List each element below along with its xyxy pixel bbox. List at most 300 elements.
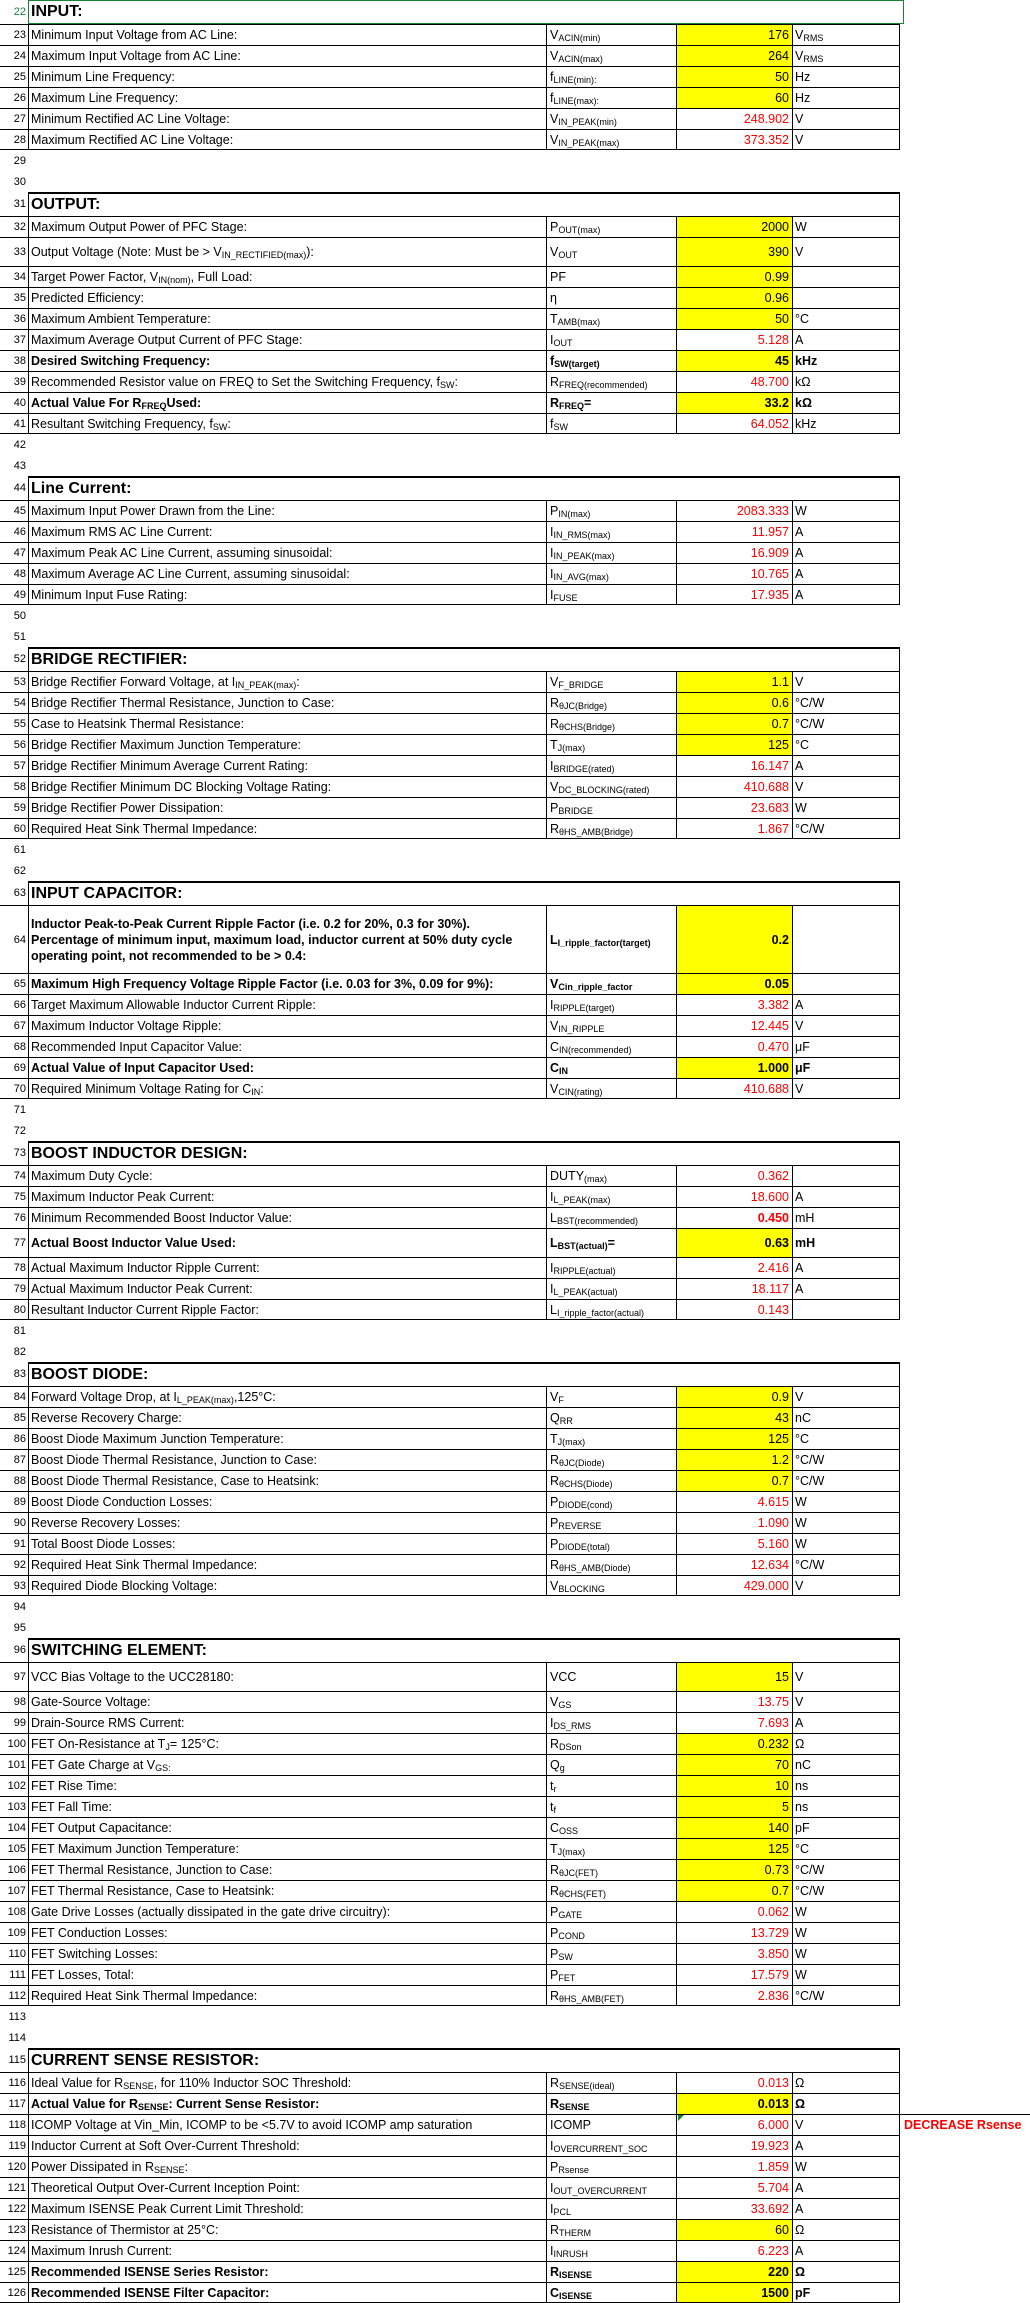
unit-cell[interactable]: [792, 372, 900, 392]
parameter-symbol[interactable]: [546, 522, 676, 542]
calculated-value-cell[interactable]: 248.902: [676, 109, 792, 129]
parameter-description[interactable]: [28, 1429, 546, 1449]
input-value-cell[interactable]: 0.05: [676, 974, 792, 994]
parameter-symbol[interactable]: [546, 564, 676, 584]
parameter-symbol[interactable]: [546, 414, 676, 433]
parameter-description[interactable]: [28, 238, 546, 266]
calculated-value-cell[interactable]: 6.000: [676, 2115, 792, 2135]
unit-cell[interactable]: [792, 1755, 900, 1775]
parameter-description[interactable]: [28, 1839, 546, 1859]
parameter-symbol[interactable]: [546, 1576, 676, 1595]
parameter-symbol[interactable]: [546, 1279, 676, 1299]
unit-cell[interactable]: [792, 288, 900, 308]
calculated-value-cell[interactable]: 1.867: [676, 819, 792, 838]
unit-cell[interactable]: [792, 130, 900, 149]
parameter-symbol[interactable]: [546, 1663, 676, 1691]
parameter-description[interactable]: [28, 714, 546, 734]
parameter-symbol[interactable]: [546, 1471, 676, 1491]
input-value-cell[interactable]: 33.2: [676, 393, 792, 413]
parameter-description[interactable]: [28, 1860, 546, 1880]
parameter-description[interactable]: [28, 2178, 546, 2198]
section-title[interactable]: Line Current:: [28, 476, 900, 500]
parameter-symbol[interactable]: [546, 1881, 676, 1901]
parameter-symbol[interactable]: [546, 372, 676, 392]
parameter-symbol[interactable]: [546, 1902, 676, 1922]
input-value-cell[interactable]: 0.99: [676, 267, 792, 287]
parameter-description[interactable]: [28, 2094, 546, 2114]
calculated-value-cell[interactable]: 5.160: [676, 1534, 792, 1554]
unit-cell[interactable]: [792, 1058, 900, 1078]
parameter-symbol[interactable]: [546, 1166, 676, 1186]
parameter-symbol[interactable]: [546, 1037, 676, 1057]
parameter-symbol[interactable]: [546, 906, 676, 973]
calculated-value-cell[interactable]: 0.450: [676, 1208, 792, 1228]
unit-cell[interactable]: [792, 2094, 900, 2114]
parameter-symbol[interactable]: [546, 543, 676, 563]
parameter-description[interactable]: [28, 1016, 546, 1036]
calculated-value-cell[interactable]: 2.416: [676, 1258, 792, 1278]
parameter-symbol[interactable]: [546, 1016, 676, 1036]
unit-cell[interactable]: [792, 1187, 900, 1207]
parameter-symbol[interactable]: [546, 1079, 676, 1098]
input-value-cell[interactable]: 15: [676, 1663, 792, 1691]
input-value-cell[interactable]: 0.013: [676, 2094, 792, 2114]
parameter-description[interactable]: [28, 974, 546, 994]
parameter-description[interactable]: [28, 1713, 546, 1733]
calculated-value-cell[interactable]: 16.147: [676, 756, 792, 776]
parameter-description[interactable]: [28, 1923, 546, 1943]
input-value-cell[interactable]: 125: [676, 735, 792, 755]
unit-cell[interactable]: [792, 777, 900, 797]
parameter-symbol[interactable]: [546, 1229, 676, 1257]
calculated-value-cell[interactable]: 17.579: [676, 1965, 792, 1985]
parameter-symbol[interactable]: [546, 819, 676, 838]
section-title[interactable]: SWITCHING ELEMENT:: [28, 1638, 900, 1662]
input-value-cell[interactable]: 1.2: [676, 1450, 792, 1470]
parameter-symbol[interactable]: [546, 109, 676, 129]
input-value-cell[interactable]: 45: [676, 351, 792, 371]
calculated-value-cell[interactable]: 13.729: [676, 1923, 792, 1943]
calculated-value-cell[interactable]: 16.909: [676, 543, 792, 563]
parameter-description[interactable]: [28, 1663, 546, 1691]
calculated-value-cell[interactable]: 18.600: [676, 1187, 792, 1207]
parameter-description[interactable]: [28, 1555, 546, 1575]
parameter-description[interactable]: [28, 288, 546, 308]
unit-cell[interactable]: [792, 1208, 900, 1228]
section-title[interactable]: BRIDGE RECTIFIER:: [28, 647, 900, 671]
unit-cell[interactable]: [792, 2157, 900, 2177]
input-value-cell[interactable]: 140: [676, 1818, 792, 1838]
parameter-symbol[interactable]: [546, 1818, 676, 1838]
unit-cell[interactable]: [792, 906, 900, 973]
unit-cell[interactable]: [792, 67, 900, 87]
unit-cell[interactable]: [792, 267, 900, 287]
input-value-cell[interactable]: 1.000: [676, 1058, 792, 1078]
parameter-description[interactable]: [28, 1576, 546, 1595]
parameter-symbol[interactable]: [546, 777, 676, 797]
parameter-symbol[interactable]: [546, 714, 676, 734]
parameter-description[interactable]: [28, 309, 546, 329]
calculated-value-cell[interactable]: 1.090: [676, 1513, 792, 1533]
calculated-value-cell[interactable]: 48.700: [676, 372, 792, 392]
unit-cell[interactable]: [792, 1016, 900, 1036]
unit-cell[interactable]: [792, 1692, 900, 1712]
input-value-cell[interactable]: 0.2: [676, 906, 792, 973]
parameter-description[interactable]: [28, 1058, 546, 1078]
parameter-symbol[interactable]: [546, 1839, 676, 1859]
unit-cell[interactable]: [792, 414, 900, 433]
unit-cell[interactable]: [792, 735, 900, 755]
parameter-symbol[interactable]: [546, 1965, 676, 1985]
parameter-symbol[interactable]: [546, 2157, 676, 2177]
parameter-description[interactable]: [28, 735, 546, 755]
parameter-description[interactable]: [28, 217, 546, 237]
parameter-description[interactable]: [28, 1229, 546, 1257]
calculated-value-cell[interactable]: 12.445: [676, 1016, 792, 1036]
parameter-symbol[interactable]: [546, 1187, 676, 1207]
parameter-symbol[interactable]: [546, 2220, 676, 2240]
calculated-value-cell[interactable]: 2.836: [676, 1986, 792, 2005]
parameter-description[interactable]: [28, 1387, 546, 1407]
calculated-value-cell[interactable]: 19.923: [676, 2136, 792, 2156]
parameter-description[interactable]: [28, 1881, 546, 1901]
parameter-symbol[interactable]: [546, 1208, 676, 1228]
unit-cell[interactable]: [792, 1881, 900, 1901]
parameter-symbol[interactable]: [546, 2073, 676, 2093]
unit-cell[interactable]: [792, 1408, 900, 1428]
unit-cell[interactable]: [792, 2283, 900, 2302]
parameter-description[interactable]: [28, 1944, 546, 1964]
unit-cell[interactable]: [792, 1450, 900, 1470]
unit-cell[interactable]: [792, 974, 900, 994]
parameter-description[interactable]: [28, 1079, 546, 1098]
parameter-symbol[interactable]: [546, 1734, 676, 1754]
unit-cell[interactable]: [792, 217, 900, 237]
unit-cell[interactable]: [792, 2262, 900, 2282]
parameter-description[interactable]: [28, 2262, 546, 2282]
parameter-description[interactable]: [28, 2283, 546, 2302]
parameter-description[interactable]: [28, 543, 546, 563]
calculated-value-cell[interactable]: 11.957: [676, 522, 792, 542]
input-value-cell[interactable]: 60: [676, 88, 792, 108]
parameter-description[interactable]: [28, 2220, 546, 2240]
parameter-symbol[interactable]: [546, 1776, 676, 1796]
calculated-value-cell[interactable]: 0.143: [676, 1300, 792, 1319]
input-value-cell[interactable]: 10: [676, 1776, 792, 1796]
input-value-cell[interactable]: 220: [676, 2262, 792, 2282]
unit-cell[interactable]: [792, 756, 900, 776]
unit-cell[interactable]: [792, 1471, 900, 1491]
unit-cell[interactable]: [792, 1923, 900, 1943]
calculated-value-cell[interactable]: 0.013: [676, 2073, 792, 2093]
parameter-description[interactable]: [28, 1279, 546, 1299]
parameter-symbol[interactable]: [546, 798, 676, 818]
input-value-cell[interactable]: 2000: [676, 217, 792, 237]
parameter-symbol[interactable]: [546, 1923, 676, 1943]
calculated-value-cell[interactable]: 410.688: [676, 777, 792, 797]
calculated-value-cell[interactable]: 429.000: [676, 1576, 792, 1595]
unit-cell[interactable]: [792, 798, 900, 818]
parameter-description[interactable]: [28, 2241, 546, 2261]
parameter-description[interactable]: [28, 2073, 546, 2093]
parameter-symbol[interactable]: [546, 585, 676, 604]
parameter-symbol[interactable]: [546, 2262, 676, 2282]
parameter-symbol[interactable]: [546, 217, 676, 237]
parameter-symbol[interactable]: [546, 288, 676, 308]
parameter-description[interactable]: [28, 501, 546, 521]
calculated-value-cell[interactable]: 33.692: [676, 2199, 792, 2219]
calculated-value-cell[interactable]: 0.470: [676, 1037, 792, 1057]
parameter-symbol[interactable]: [546, 88, 676, 108]
parameter-symbol[interactable]: [546, 1713, 676, 1733]
parameter-symbol[interactable]: [546, 1860, 676, 1880]
unit-cell[interactable]: [792, 1258, 900, 1278]
input-value-cell[interactable]: 125: [676, 1429, 792, 1449]
input-value-cell[interactable]: 60: [676, 2220, 792, 2240]
parameter-description[interactable]: [28, 1208, 546, 1228]
unit-cell[interactable]: [792, 2220, 900, 2240]
calculated-value-cell[interactable]: 0.362: [676, 1166, 792, 1186]
unit-cell[interactable]: [792, 1492, 900, 1512]
parameter-description[interactable]: [28, 1692, 546, 1712]
unit-cell[interactable]: [792, 2136, 900, 2156]
parameter-symbol[interactable]: [546, 1258, 676, 1278]
parameter-symbol[interactable]: [546, 693, 676, 713]
parameter-symbol[interactable]: [546, 2136, 676, 2156]
calculated-value-cell[interactable]: 64.052: [676, 414, 792, 433]
unit-cell[interactable]: [792, 238, 900, 266]
unit-cell[interactable]: [792, 1797, 900, 1817]
parameter-description[interactable]: [28, 46, 546, 66]
input-value-cell[interactable]: 50: [676, 67, 792, 87]
unit-cell[interactable]: [792, 819, 900, 838]
parameter-symbol[interactable]: [546, 1797, 676, 1817]
parameter-description[interactable]: [28, 2199, 546, 2219]
parameter-symbol[interactable]: [546, 1944, 676, 1964]
parameter-symbol[interactable]: [546, 2283, 676, 2302]
parameter-symbol[interactable]: [546, 1534, 676, 1554]
calculated-value-cell[interactable]: 3.850: [676, 1944, 792, 1964]
parameter-symbol[interactable]: [546, 2115, 676, 2135]
parameter-description[interactable]: [28, 1187, 546, 1207]
parameter-description[interactable]: [28, 1408, 546, 1428]
input-value-cell[interactable]: 0.6: [676, 693, 792, 713]
parameter-description[interactable]: [28, 995, 546, 1015]
unit-cell[interactable]: [792, 693, 900, 713]
unit-cell[interactable]: [792, 1776, 900, 1796]
parameter-symbol[interactable]: [546, 1387, 676, 1407]
parameter-description[interactable]: [28, 1818, 546, 1838]
input-value-cell[interactable]: 0.73: [676, 1860, 792, 1880]
calculated-value-cell[interactable]: 23.683: [676, 798, 792, 818]
unit-cell[interactable]: [792, 393, 900, 413]
unit-cell[interactable]: [792, 1079, 900, 1098]
unit-cell[interactable]: [792, 2178, 900, 2198]
calculated-value-cell[interactable]: 2083.333: [676, 501, 792, 521]
parameter-description[interactable]: [28, 756, 546, 776]
parameter-symbol[interactable]: [546, 501, 676, 521]
parameter-description[interactable]: [28, 564, 546, 584]
calculated-value-cell[interactable]: 410.688: [676, 1079, 792, 1098]
parameter-description[interactable]: [28, 819, 546, 838]
input-value-cell[interactable]: 70: [676, 1755, 792, 1775]
unit-cell[interactable]: [792, 1429, 900, 1449]
calculated-value-cell[interactable]: 5.704: [676, 2178, 792, 2198]
section-title[interactable]: BOOST INDUCTOR DESIGN:: [28, 1141, 900, 1165]
parameter-description[interactable]: [28, 1534, 546, 1554]
input-value-cell[interactable]: 0.232: [676, 1734, 792, 1754]
parameter-symbol[interactable]: [546, 1555, 676, 1575]
parameter-symbol[interactable]: [546, 1692, 676, 1712]
parameter-description[interactable]: [28, 393, 546, 413]
parameter-description[interactable]: [28, 777, 546, 797]
parameter-symbol[interactable]: [546, 735, 676, 755]
input-value-cell[interactable]: 5: [676, 1797, 792, 1817]
input-value-cell[interactable]: 0.9: [676, 1387, 792, 1407]
unit-cell[interactable]: [792, 25, 900, 45]
parameter-description[interactable]: [28, 1734, 546, 1754]
parameter-symbol[interactable]: [546, 1058, 676, 1078]
unit-cell[interactable]: [792, 1166, 900, 1186]
unit-cell[interactable]: [792, 1387, 900, 1407]
input-value-cell[interactable]: 176: [676, 25, 792, 45]
unit-cell[interactable]: [792, 2199, 900, 2219]
unit-cell[interactable]: [792, 309, 900, 329]
parameter-symbol[interactable]: [546, 995, 676, 1015]
parameter-symbol[interactable]: [546, 974, 676, 994]
calculated-value-cell[interactable]: 13.75: [676, 1692, 792, 1712]
parameter-description[interactable]: [28, 330, 546, 350]
parameter-description[interactable]: [28, 2157, 546, 2177]
unit-cell[interactable]: [792, 1300, 900, 1319]
parameter-symbol[interactable]: [546, 393, 676, 413]
calculated-value-cell[interactable]: 7.693: [676, 1713, 792, 1733]
unit-cell[interactable]: [792, 564, 900, 584]
unit-cell[interactable]: [792, 522, 900, 542]
parameter-description[interactable]: [28, 693, 546, 713]
parameter-symbol[interactable]: [546, 2199, 676, 2219]
unit-cell[interactable]: [792, 330, 900, 350]
calculated-value-cell[interactable]: 17.935: [676, 585, 792, 604]
parameter-description[interactable]: [28, 798, 546, 818]
input-value-cell[interactable]: 0.63: [676, 1229, 792, 1257]
parameter-description[interactable]: [28, 372, 546, 392]
parameter-symbol[interactable]: [546, 25, 676, 45]
input-value-cell[interactable]: 0.7: [676, 714, 792, 734]
parameter-description[interactable]: [28, 1965, 546, 1985]
parameter-symbol[interactable]: [546, 351, 676, 371]
unit-cell[interactable]: [792, 1713, 900, 1733]
unit-cell[interactable]: [792, 1986, 900, 2005]
input-value-cell[interactable]: 0.7: [676, 1881, 792, 1901]
unit-cell[interactable]: [792, 714, 900, 734]
parameter-description[interactable]: [28, 1258, 546, 1278]
parameter-description[interactable]: [28, 1300, 546, 1319]
parameter-description[interactable]: [28, 1471, 546, 1491]
parameter-description[interactable]: [28, 1797, 546, 1817]
parameter-symbol[interactable]: [546, 330, 676, 350]
unit-cell[interactable]: [792, 1965, 900, 1985]
parameter-description[interactable]: [28, 1450, 546, 1470]
input-value-cell[interactable]: 125: [676, 1839, 792, 1859]
calculated-value-cell[interactable]: 0.062: [676, 1902, 792, 1922]
parameter-description[interactable]: [28, 906, 546, 973]
unit-cell[interactable]: [792, 1902, 900, 1922]
parameter-symbol[interactable]: [546, 1450, 676, 1470]
unit-cell[interactable]: [792, 1663, 900, 1691]
parameter-description[interactable]: [28, 267, 546, 287]
unit-cell[interactable]: [792, 585, 900, 604]
input-value-cell[interactable]: 1500: [676, 2283, 792, 2302]
parameter-symbol[interactable]: [546, 1513, 676, 1533]
parameter-description[interactable]: [28, 1492, 546, 1512]
parameter-description[interactable]: [28, 1755, 546, 1775]
parameter-description[interactable]: [28, 672, 546, 692]
calculated-value-cell[interactable]: 3.382: [676, 995, 792, 1015]
parameter-description[interactable]: [28, 1986, 546, 2005]
input-value-cell[interactable]: 390: [676, 238, 792, 266]
calculated-value-cell[interactable]: 18.117: [676, 1279, 792, 1299]
input-value-cell[interactable]: 1.1: [676, 672, 792, 692]
calculated-value-cell[interactable]: 4.615: [676, 1492, 792, 1512]
unit-cell[interactable]: [792, 1279, 900, 1299]
unit-cell[interactable]: [792, 995, 900, 1015]
unit-cell[interactable]: [792, 109, 900, 129]
parameter-symbol[interactable]: [546, 267, 676, 287]
calculated-value-cell[interactable]: 373.352: [676, 130, 792, 149]
calculated-value-cell[interactable]: 5.128: [676, 330, 792, 350]
unit-cell[interactable]: [792, 46, 900, 66]
parameter-description[interactable]: [28, 67, 546, 87]
parameter-symbol[interactable]: [546, 1986, 676, 2005]
input-value-cell[interactable]: 0.96: [676, 288, 792, 308]
parameter-description[interactable]: [28, 1776, 546, 1796]
calculated-value-cell[interactable]: 1.859: [676, 2157, 792, 2177]
unit-cell[interactable]: [792, 1534, 900, 1554]
parameter-description[interactable]: [28, 1902, 546, 1922]
parameter-description[interactable]: [28, 1037, 546, 1057]
section-title[interactable]: INPUT CAPACITOR:: [28, 881, 900, 905]
unit-cell[interactable]: [792, 1944, 900, 1964]
parameter-description[interactable]: [28, 2136, 546, 2156]
parameter-symbol[interactable]: [546, 238, 676, 266]
parameter-symbol[interactable]: [546, 2241, 676, 2261]
unit-cell[interactable]: [792, 501, 900, 521]
unit-cell[interactable]: [792, 672, 900, 692]
unit-cell[interactable]: [792, 2241, 900, 2261]
input-value-cell[interactable]: 43: [676, 1408, 792, 1428]
section-title[interactable]: BOOST DIODE:: [28, 1362, 900, 1386]
unit-cell[interactable]: [792, 351, 900, 371]
parameter-symbol[interactable]: [546, 756, 676, 776]
parameter-description[interactable]: [28, 414, 546, 433]
parameter-description[interactable]: [28, 2115, 546, 2135]
section-title[interactable]: INPUT:: [28, 0, 904, 24]
parameter-description[interactable]: [28, 351, 546, 371]
calculated-value-cell[interactable]: 10.765: [676, 564, 792, 584]
parameter-description[interactable]: [28, 25, 546, 45]
unit-cell[interactable]: [792, 1818, 900, 1838]
unit-cell[interactable]: [792, 2115, 900, 2135]
parameter-description[interactable]: [28, 109, 546, 129]
section-title[interactable]: CURRENT SENSE RESISTOR:: [28, 2048, 900, 2072]
parameter-symbol[interactable]: [546, 46, 676, 66]
input-value-cell[interactable]: 50: [676, 309, 792, 329]
parameter-symbol[interactable]: [546, 130, 676, 149]
parameter-description[interactable]: [28, 1513, 546, 1533]
parameter-description[interactable]: [28, 1166, 546, 1186]
calculated-value-cell[interactable]: 6.223: [676, 2241, 792, 2261]
